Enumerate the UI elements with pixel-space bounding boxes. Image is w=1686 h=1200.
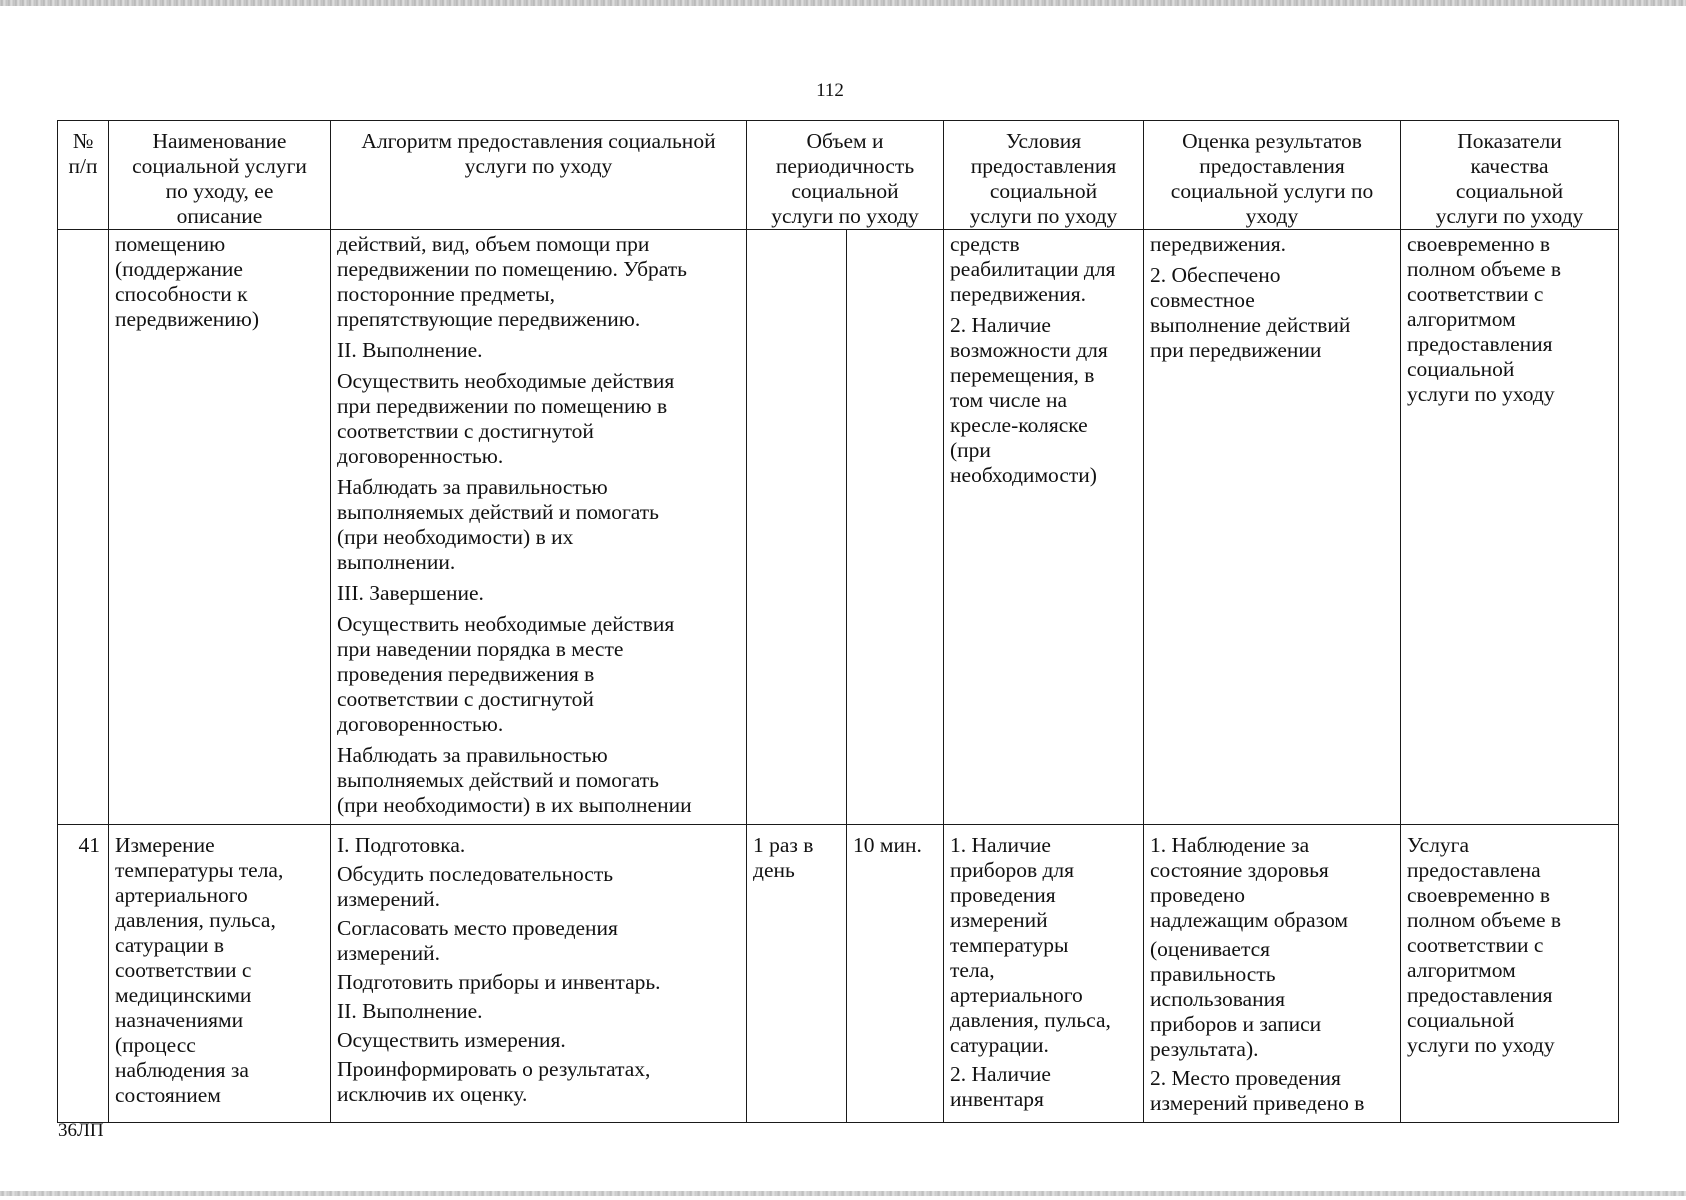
- cell-text: (при необходимости) в их: [337, 525, 574, 549]
- cell-text: договоренностью.: [337, 444, 504, 468]
- cell-text: Осуществить необходимые действия: [337, 612, 675, 636]
- cell-text: своевременно в: [1407, 232, 1550, 256]
- header-text: Наименование: [152, 129, 287, 153]
- cell-volume-empty: [747, 230, 847, 825]
- algorithm-paragraph: [337, 916, 741, 966]
- conditions-paragraph: [950, 232, 1138, 307]
- cell-text: приборов для: [950, 858, 1075, 882]
- cell-text: 1. Наличие: [950, 833, 1051, 857]
- cell-text: услуги по уходу: [1407, 1033, 1555, 1057]
- algorithm-paragraph: [337, 612, 741, 737]
- cell-text: Подготовить приборы и инвентарь.: [337, 970, 661, 994]
- cell-text: полном объеме в: [1407, 257, 1562, 281]
- cell-text: способности к: [115, 282, 248, 306]
- cell-text: измерений: [950, 908, 1048, 932]
- cell-text: артериального: [115, 883, 248, 907]
- table-header-row: [58, 121, 1619, 230]
- header-text: периодичность: [775, 154, 915, 178]
- cell-text: (при: [950, 438, 991, 462]
- cell-text: средств: [950, 232, 1020, 256]
- cell-text: Обсудить последовательность: [337, 862, 614, 886]
- cell-conditions: [944, 825, 1144, 1123]
- evaluation-paragraph: [1150, 833, 1395, 933]
- cell-text: при передвижении по помещению в: [337, 394, 668, 418]
- cell-text: состоянием: [115, 1083, 221, 1107]
- cell-text: (поддержание: [115, 257, 243, 281]
- cell-text: алгоритмом: [1407, 307, 1516, 331]
- evaluation-paragraph: [1150, 232, 1395, 257]
- cell-text: социальной: [1407, 357, 1515, 381]
- header-text: №: [72, 129, 94, 153]
- header-text: услуги по уходу: [771, 204, 919, 228]
- algorithm-paragraph: [337, 1057, 741, 1107]
- cell-text: Услуга: [1407, 833, 1470, 857]
- cell-evaluation: [1144, 825, 1401, 1123]
- cell-text: своевременно в: [1407, 883, 1550, 907]
- header-text: описание: [176, 204, 263, 228]
- header-text: Оценка результатов: [1182, 129, 1362, 153]
- algorithm-paragraph: [337, 862, 741, 912]
- table-row-41: [58, 825, 1619, 1123]
- cell-text: 2. Наличие: [950, 313, 1051, 337]
- cell-text: выполнении.: [337, 550, 456, 574]
- cell-text: результата).: [1150, 1037, 1259, 1061]
- evaluation-paragraph: [1150, 263, 1395, 363]
- header-text: Условия: [1005, 129, 1082, 153]
- cell-text: передвижения.: [950, 282, 1087, 306]
- cell-text: измерений приведено в: [1150, 1091, 1365, 1115]
- scan-top-edge: [0, 0, 1686, 6]
- cell-text: (оценивается: [1150, 937, 1271, 961]
- header-quality: [1401, 121, 1619, 230]
- services-table: [57, 120, 1619, 1123]
- cell-text: III. Завершение.: [337, 581, 484, 605]
- cell-text: выполняемых действий и помогать: [337, 768, 659, 792]
- algorithm-paragraph: [337, 338, 741, 363]
- header-text: услуги по уходу: [1435, 204, 1584, 228]
- header-text: социальной: [1455, 179, 1564, 203]
- header-volume: [747, 121, 944, 230]
- cell-number-empty: [58, 230, 109, 825]
- cell-text: Осуществить необходимые действия: [337, 369, 675, 393]
- cell-text: температуры тела,: [115, 858, 284, 882]
- algorithm-paragraph: [337, 970, 741, 995]
- cell-text: соответствии с достигнутой: [337, 687, 594, 711]
- cell-text: выполняемых действий и помогать: [337, 500, 659, 524]
- algorithm-paragraph: [337, 999, 741, 1024]
- cell-text: предоставления: [1407, 332, 1553, 356]
- cell-text: Наблюдать за правильностью: [337, 475, 608, 499]
- scan-bottom-edge: [0, 1191, 1686, 1196]
- header-text: предоставления: [1199, 154, 1345, 178]
- cell-text: измерений.: [337, 941, 441, 965]
- page-number: 112: [816, 80, 844, 101]
- cell-text: выполнение действий: [1150, 313, 1351, 337]
- table-row-continued: [58, 230, 1619, 825]
- cell-text: предоставлена: [1407, 858, 1541, 882]
- cell-text: 2. Наличие: [950, 1062, 1051, 1086]
- cell-text: измерений.: [337, 887, 441, 911]
- header-text: Показатели: [1457, 129, 1562, 153]
- evaluation-paragraph: [1150, 937, 1395, 1062]
- cell-text: договоренностью.: [337, 712, 504, 736]
- cell-text: сатурации.: [950, 1033, 1049, 1057]
- cell-text: реабилитации для: [950, 257, 1116, 281]
- header-text: по уходу, ее: [165, 179, 274, 203]
- cell-text: Проинформировать о результатах,: [337, 1057, 651, 1081]
- cell-text: (процесс: [115, 1033, 196, 1057]
- cell-text: II. Выполнение.: [337, 999, 483, 1023]
- cell-algorithm: [331, 825, 747, 1123]
- header-text: уходу: [1245, 204, 1299, 228]
- cell-text: полном объеме в: [1407, 908, 1562, 932]
- algorithm-paragraph: [337, 369, 741, 469]
- cell-text: давления, пульса,: [115, 908, 276, 932]
- cell-text: соответствии с: [1407, 282, 1544, 306]
- cell-text: проведено: [1150, 883, 1246, 907]
- cell-text: II. Выполнение.: [337, 338, 483, 362]
- cell-text: 1 раз в: [753, 833, 814, 857]
- header-text: социальной услуги: [132, 154, 307, 178]
- cell-text: действий, вид, объем помощи при: [337, 232, 650, 256]
- cell-text: кресле-коляске: [950, 413, 1088, 437]
- cell-text: проведения передвижения в: [337, 662, 595, 686]
- cell-algorithm: [331, 230, 747, 825]
- cell-text: надлежащим образом: [1150, 908, 1349, 932]
- cell-text: температуры: [950, 933, 1069, 957]
- header-evaluation: [1144, 121, 1401, 230]
- cell-evaluation: [1144, 230, 1401, 825]
- cell-text: при передвижении: [1150, 338, 1322, 362]
- cell-text: Наблюдать за правильностью: [337, 743, 608, 767]
- cell-text: тела,: [950, 958, 995, 982]
- header-text: п/п: [68, 154, 98, 178]
- footer-code: 36ЛП: [58, 1120, 104, 1141]
- cell-text: необходимости): [950, 463, 1097, 487]
- algorithm-paragraph: [337, 743, 741, 818]
- cell-text: посторонние предметы,: [337, 282, 555, 306]
- cell-text: социальной: [1407, 1008, 1515, 1032]
- cell-service-name: [109, 825, 331, 1123]
- cell-text: Осуществить измерения.: [337, 1028, 566, 1052]
- cell-conditions: [944, 230, 1144, 825]
- cell-text: совместное: [1150, 288, 1255, 312]
- cell-text: передвижению): [115, 307, 260, 331]
- conditions-paragraph: [950, 313, 1138, 488]
- cell-text: алгоритмом: [1407, 958, 1516, 982]
- cell-text: Согласовать место проведения: [337, 916, 618, 940]
- cell-text: 1. Наблюдение за: [1150, 833, 1310, 857]
- cell-text: 2. Место проведения: [1150, 1066, 1341, 1090]
- cell-periodicity: 10 мин.: [847, 825, 944, 1123]
- header-number: [58, 121, 109, 230]
- header-text: услуги по уходу: [464, 154, 613, 178]
- cell-text: (при необходимости) в их выполнении: [337, 793, 692, 817]
- cell-text: инвентаря: [950, 1087, 1044, 1111]
- cell-text: возможности для: [950, 338, 1108, 362]
- cell-text: при наведении порядка в месте: [337, 637, 624, 661]
- cell-quality: [1401, 230, 1619, 825]
- cell-volume: [747, 825, 847, 1123]
- header-text: Объем и: [806, 129, 884, 153]
- cell-text: I. Подготовка.: [337, 833, 466, 857]
- header-text: предоставления: [970, 154, 1117, 178]
- header-text: социальной услуги по: [1170, 179, 1374, 203]
- header-text: социальной: [791, 179, 899, 203]
- cell-quality: [1401, 825, 1619, 1123]
- algorithm-paragraph: [337, 833, 741, 858]
- cell-text: артериального: [950, 983, 1083, 1007]
- cell-text: правильность: [1150, 962, 1276, 986]
- cell-text: передвижении по помещению. Убрать: [337, 257, 687, 281]
- cell-text: день: [753, 858, 795, 882]
- cell-service-name: [109, 230, 331, 825]
- cell-text: использования: [1150, 987, 1285, 1011]
- cell-text: медицинскими: [115, 983, 252, 1007]
- header-conditions: [944, 121, 1144, 230]
- conditions-paragraph: [950, 1062, 1138, 1112]
- cell-text: соответствии с достигнутой: [337, 419, 594, 443]
- algorithm-paragraph: [337, 581, 741, 606]
- cell-text: приборов и записи: [1150, 1012, 1322, 1036]
- cell-text: том числе на: [950, 388, 1068, 412]
- cell-text: назначениями: [115, 1008, 244, 1032]
- cell-text: предоставления: [1407, 983, 1553, 1007]
- cell-text: перемещения, в: [950, 363, 1095, 387]
- header-service-name: [109, 121, 331, 230]
- algorithm-paragraph: [337, 232, 741, 332]
- cell-text: проведения: [950, 883, 1056, 907]
- cell-text: услуги по уходу: [1407, 382, 1555, 406]
- cell-text: состояние здоровья: [1150, 858, 1329, 882]
- cell-text: исключив их оценку.: [337, 1082, 528, 1106]
- cell-text: передвижения.: [1150, 232, 1287, 256]
- cell-text: сатурации в: [115, 933, 224, 957]
- algorithm-paragraph: [337, 1028, 741, 1053]
- evaluation-paragraph: [1150, 1066, 1395, 1116]
- cell-text: помещению: [115, 232, 226, 256]
- cell-text: наблюдения за: [115, 1058, 249, 1082]
- cell-text: соответствии с: [115, 958, 252, 982]
- header-text: социальной: [989, 179, 1098, 203]
- cell-text: 2. Обеспечено: [1150, 263, 1281, 287]
- cell-text: давления, пульса,: [950, 1008, 1111, 1032]
- cell-text: Измерение: [115, 833, 215, 857]
- header-text: Алгоритм предоставления социальной: [361, 129, 716, 153]
- header-algorithm: [331, 121, 747, 230]
- conditions-paragraph: [950, 833, 1138, 1058]
- cell-text: препятствующие передвижению.: [337, 307, 641, 331]
- cell-number: 41: [58, 825, 109, 1123]
- header-text: услуги по уходу: [969, 204, 1118, 228]
- algorithm-paragraph: [337, 475, 741, 575]
- header-text: качества: [1470, 154, 1549, 178]
- cell-text: соответствии с: [1407, 933, 1544, 957]
- cell-periodicity-empty: [847, 230, 944, 825]
